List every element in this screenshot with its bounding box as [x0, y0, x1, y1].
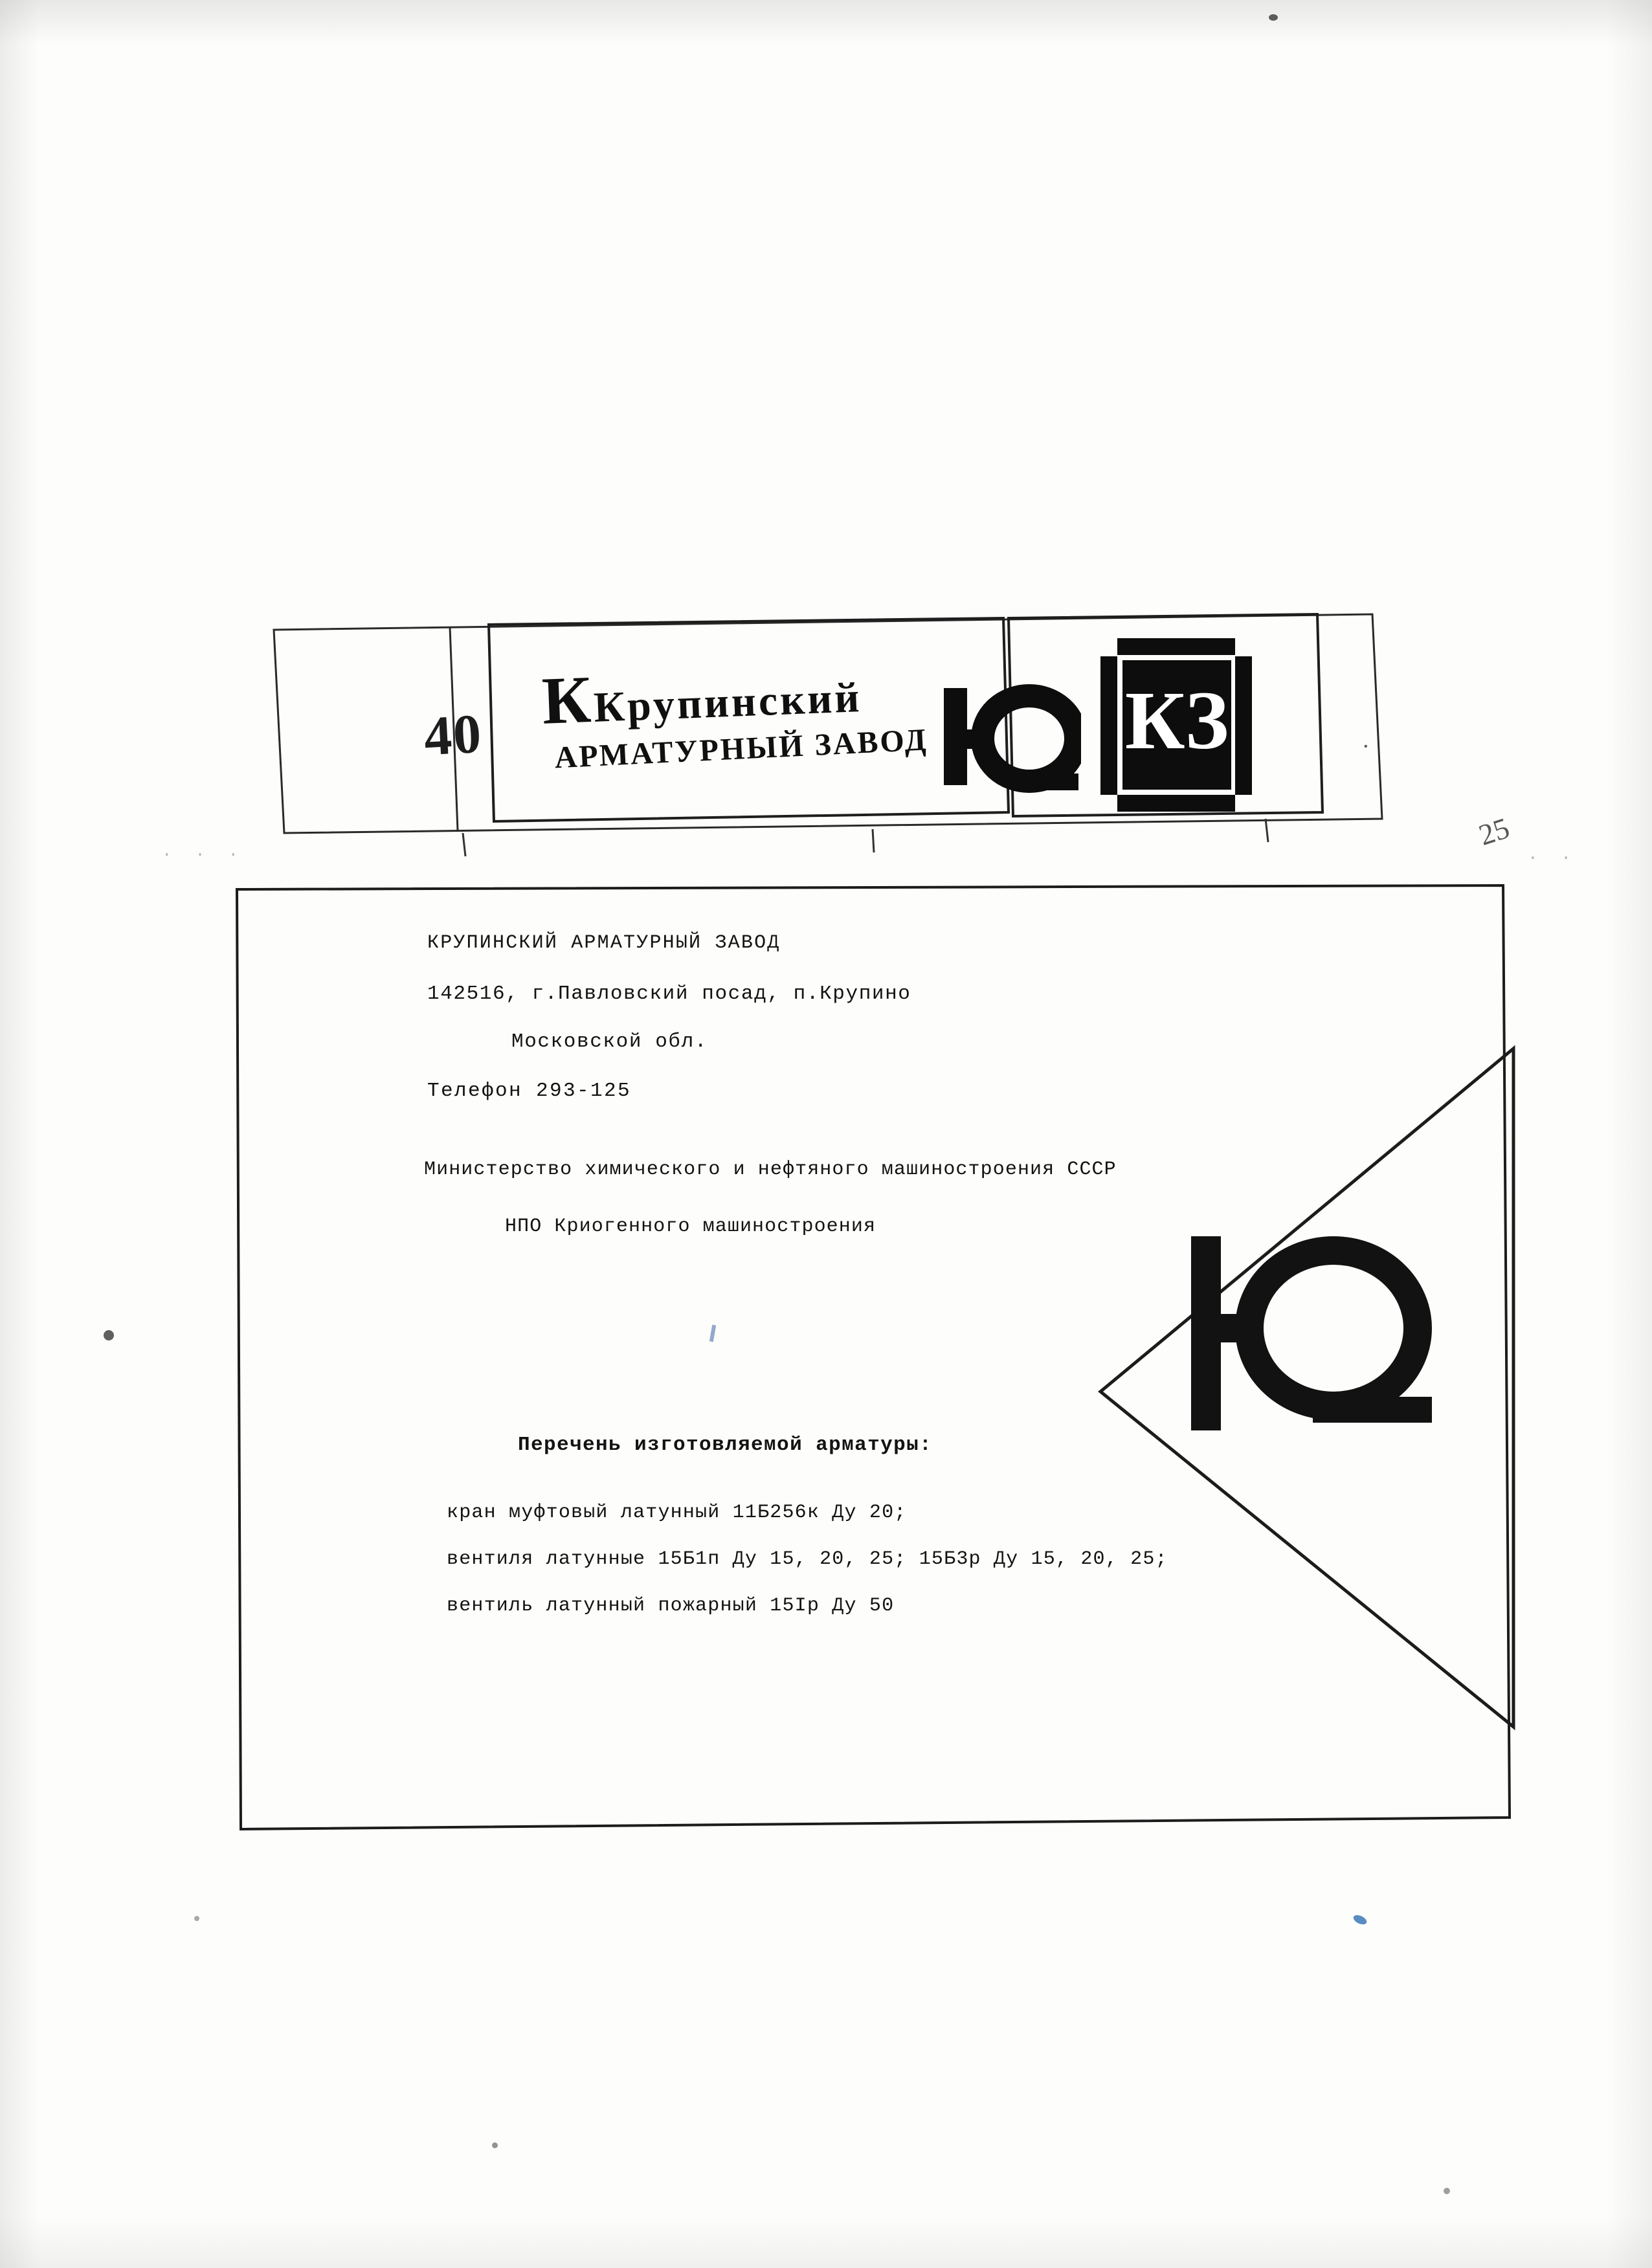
scan-shade-left [0, 0, 39, 2268]
scan-speck [104, 1330, 114, 1340]
product-list-title: Перечень изготовляемой арматуры: [518, 1434, 933, 1456]
address-line-street: 142516, г.Павловский посад, п.Крупино [427, 983, 911, 1005]
product-list-item: кран муфтовый латунный 11Б256к Ду 20; [447, 1502, 907, 1524]
scan-speck [1269, 14, 1278, 21]
blue-ink-mark [1352, 1913, 1368, 1926]
wordmark-line-1-text: Крупинский [592, 674, 863, 731]
product-list-item: вентиль латунный пожарный 15Iр Ду 50 [447, 1595, 895, 1617]
phone-line: Телефон 293-125 [427, 1080, 632, 1102]
company-wordmark [541, 659, 948, 823]
ministry-line: Министерство химического и нефтяного машиностроения СССР [424, 1159, 1117, 1181]
scan-shade-top [0, 0, 1652, 45]
svg-text:КЗ: КЗ [1124, 674, 1229, 766]
scan-artifact: • [1363, 741, 1369, 753]
product-list-item: вентиля латунные 15Б1п Ду 15, 20, 25; 15Б3р Ду 15, 20, 25; [447, 1548, 1168, 1570]
address-line-region: Московской обл. [511, 1030, 708, 1053]
scan-speck [194, 1916, 199, 1921]
pencil-annotation: 25 [1475, 811, 1513, 852]
scan-speck [492, 2142, 498, 2148]
scan-shade-right [1607, 0, 1652, 2268]
kz-block-icon [1094, 634, 1262, 816]
document-border [233, 880, 1515, 1858]
wordmark-initial: К [541, 662, 595, 739]
scan-dot-marks: . . . [162, 841, 245, 861]
wordmark-line-2: АРМАТУРНЫЙ ЗАВОД [553, 722, 929, 775]
address-line-company: КРУПИНСКИЙ АРМАТУРНЫЙ ЗАВОД [427, 932, 781, 954]
scan-shade-bottom [0, 2216, 1652, 2268]
archive-stamp-number: 40 [422, 702, 484, 768]
yu-roundel-icon [939, 676, 1081, 806]
scan-speck [1444, 2188, 1450, 2194]
scan-dot-marks: . . [1528, 845, 1578, 864]
npo-line: НПО Криогенного машиностроения [505, 1216, 876, 1238]
